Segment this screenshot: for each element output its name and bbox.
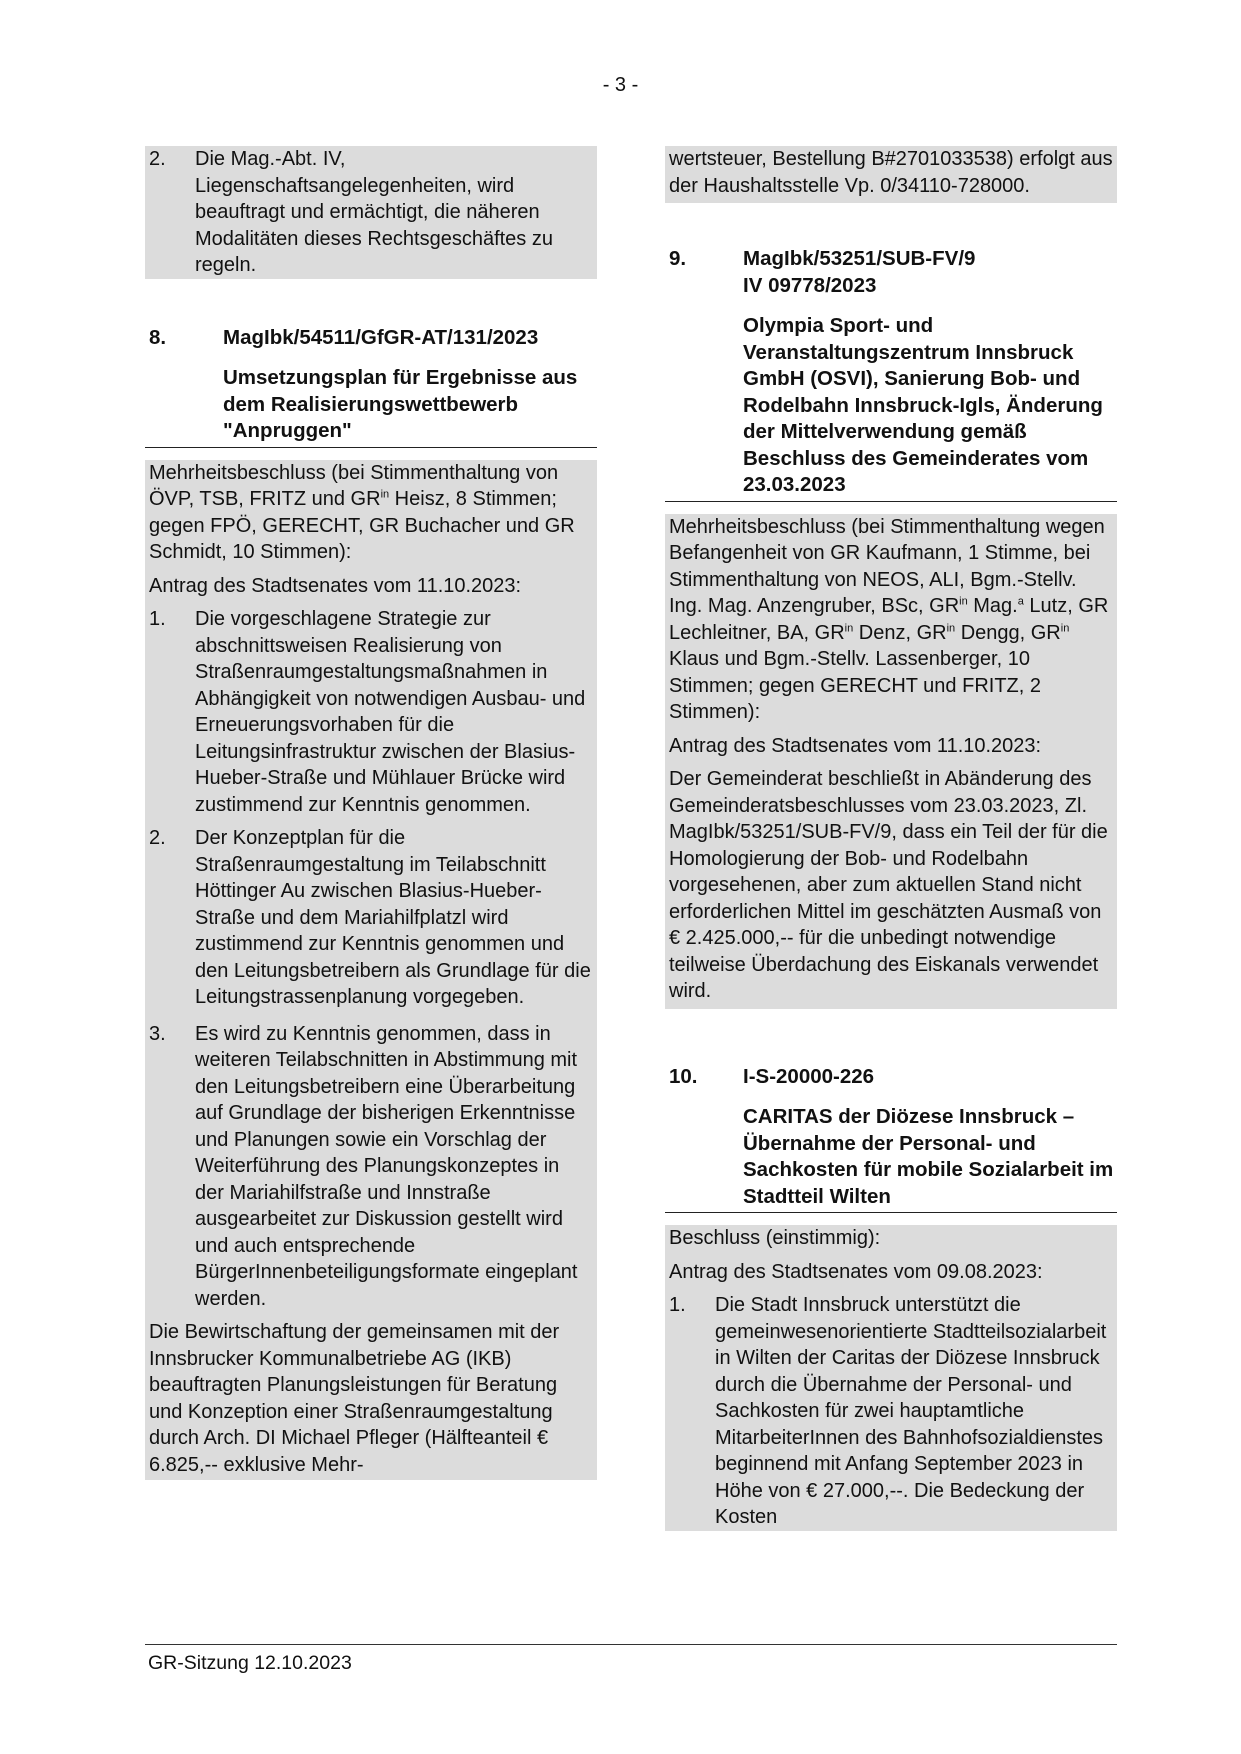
section-8-body <box>145 460 597 1481</box>
list-item-number: 3. <box>149 1022 166 1045</box>
list-item-text: Die vorgeschlagene Strategie zur abschnittsweisen Realisierung von Straßenraumgestaltungsmaßnahmen in Abhängigkeit von notwendigen Ausbau- und Erneuerungsvorhaben für die Leitungsinfrastruktur zwischen der Blasius-Hueber-Straße und Mühlauer Brücke wird zustimmend zur Kenntnis genommen. <box>195 608 586 816</box>
footer-text: GR-Sitzung 12.10.2023 <box>148 1652 352 1674</box>
section-title: Umsetzungsplan für Ergebnisse aus dem Realisierungswettbewerb "Anpruggen" <box>223 366 578 442</box>
section-title: CARITAS der Diözese Innsbruck – Übernahme der Personal- und Sachkosten für mobile Sozialarbeit im Stadtteil Wilten <box>743 1105 1114 1208</box>
section-reference: MagIbk/53251/SUB-FV/9 IV 09778/2023 <box>743 247 976 297</box>
motion-intro: Antrag des Stadtsenates vom 11.10.2023: <box>669 734 1042 757</box>
list-item <box>149 1021 593 1313</box>
left-column <box>145 146 597 1480</box>
list-item-text: Es wird zu Kenntnis genommen, dass in weiteren Teilabschnitten in Abstimmung mit den Leitungsbetreibern eine Überarbeitung auf Grundlage der bisherigen Erkenntnisse und Planungen sowie ein Vorschlag der Weiterführung des Planungskonzeptes in der Mariahilfstraße und Innstraße ausgearbeitet zur Diskussion gestellt wird und auch entsprechende BürgerInnenbeteiligungsformate eingeplant werden. <box>195 1022 578 1310</box>
section-number: 8. <box>149 325 167 349</box>
section-number: 9. <box>669 247 687 270</box>
list-item-text: Der Konzeptplan für die Straßenraumgestaltung im Teilabschnitt Höttinger Au zwischen Blasius-Hueber-Straße und dem Mariahilfplatzl wird zustimmend zur Kenntnis genommen und den Leitungsbetreibern als Grundlage für die Leitungstrassenplanung vorgegeben. <box>195 827 591 1008</box>
footer-divider <box>145 1644 1117 1645</box>
continued-paragraph <box>665 146 1117 203</box>
section-9-body <box>665 514 1117 1009</box>
page-number: - 3 - <box>602 74 639 96</box>
section-reference: I-S-20000-226 <box>743 1064 875 1088</box>
right-column <box>665 146 1117 1531</box>
list-item <box>149 606 593 818</box>
section-9-heading <box>665 246 1117 502</box>
list-item <box>149 825 593 1011</box>
section-number: 10. <box>669 1064 698 1088</box>
section-reference: MagIbk/54511/GfGR-AT/131/2023 <box>223 325 539 349</box>
list-item-number: 2. <box>149 148 166 170</box>
list-item-text: Die Stadt Innsbruck unterstützt die gemeinwesenorientierte Stadtteilsozialarbeit in Wilten der Caritas der Diözese Innsbruck durch die Übernahme der Personal- und Sachkosten für zwei hauptamtliche MitarbeiterInnen des Bahnhofsozialdienstes beginnend mit Anfang September 2023 in Höhe von € 27.000,--. Die Bedeckung der Kosten <box>715 1294 1107 1528</box>
section-10-heading <box>665 1064 1117 1214</box>
continued-list-item <box>145 146 597 279</box>
resolution-text: Der Gemeinderat beschließt in Abänderung des Gemeinderatsbeschlusses vom 23.03.2023, Zl. MagIbk/53251/SUB-FV/9, dass ein Teil der für die Homologierung der Bob- und Rodelbahn vorgesehenen, aber zum aktuellen Stand nicht erforderlichen Mittel im geschätzten Ausmaß von € 2.425.000,-- für die unbedingt notwendige teilweise Überdachung des Eiskanals verwendet wird. <box>669 768 1108 1002</box>
vote-result: Mehrheitsbeschluss (bei Stimmenthaltung wegen Befangenheit von GR Kaufmann, 1 Stimme, bei Stimmenthaltung von NEOS, ALI, Bgm.-Stellv. Ing. Mag. Anzengruber, BSc, $GR^{in}$ Mag.$^a$ Lutz, GR Lechleitner, BA, $GR^{in}$ Denz, $GR^{in}$ Dengg, $GR^{in}$ Klaus und Bgm.-Stellv. Lassenberger, 10 Stimmen; gegen GERECHT und FRITZ, 2 Stimmen): <box>669 515 1109 723</box>
vote-result: Beschluss (einstimmig): <box>669 1227 881 1249</box>
section-title: Olympia Sport- und Veranstaltungszentrum Innsbruck GmbH (OSVI), Sanierung Bob- und Rodelbahn Innsbruck-Igls, Änderung der Mittelverwendung gemäß Beschluss des Gemeinderates vom 23.03.2023 <box>743 314 1103 496</box>
motion-intro: Antrag des Stadtsenates vom 11.10.2023: <box>149 574 522 597</box>
list-item-number: 1. <box>149 608 166 630</box>
closing-paragraph: Die Bewirtschaftung der gemeinsamen mit der Innsbrucker Kommunalbetriebe AG (IKB) beauftragten Planungsleistungen für Beratung und Konzeption einer Straßenraumgestaltung durch Arch. DI Michael Pfleger (Hälfteanteil € 6.825,-- exklusive Mehr- <box>149 1321 560 1476</box>
list-item-number: 1. <box>669 1294 686 1316</box>
list-item-text: Die Mag.-Abt. IV, Liegenschaftsangelegenheiten, wird beauftragt und ermächtigt, die näheren Modalitäten dieses Rechtsgeschäftes zu regeln. <box>195 148 553 276</box>
list-item-number: 2. <box>149 827 166 849</box>
list-item <box>669 1292 1113 1531</box>
vote-result: Mehrheitsbeschluss (bei Stimmenthaltung von ÖVP, TSB, FRITZ und $GR^{in}$ Heisz, 8 Stimmen; gegen FPÖ, GERECHT, GR Buchacher und GR Schmidt, 10 Stimmen): <box>149 461 575 563</box>
section-10-body <box>665 1225 1117 1531</box>
continued-text: wertsteuer, Bestellung B#2701033538) erfolgt aus der Haushaltsstelle Vp. 0/34110-728000. <box>669 148 1113 197</box>
motion-intro: Antrag des Stadtsenates vom 09.08.2023: <box>669 1260 1043 1283</box>
section-8-heading <box>145 325 597 448</box>
